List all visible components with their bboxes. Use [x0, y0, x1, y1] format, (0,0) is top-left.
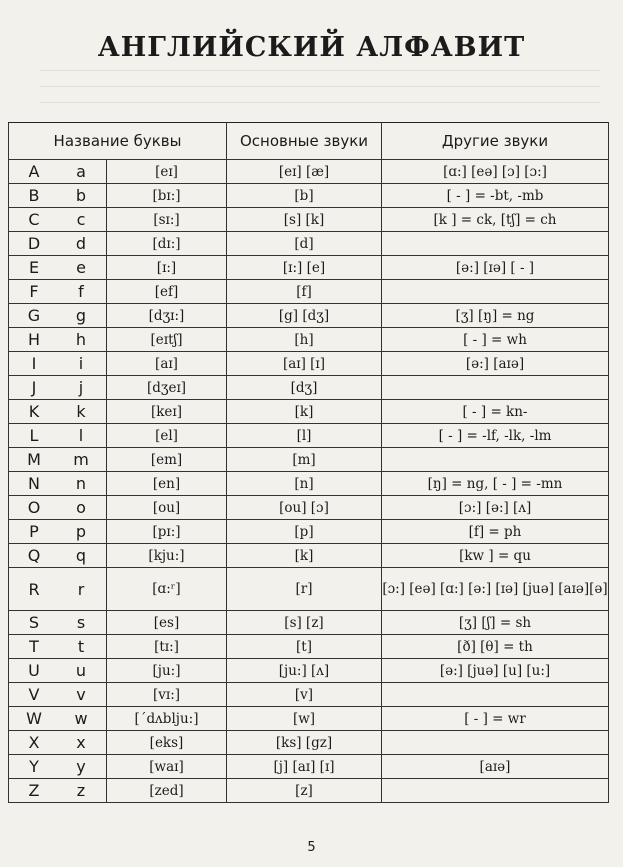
main-sounds-cell: [b] [227, 184, 382, 208]
other-sounds-cell: [ - ] = wh [382, 328, 609, 352]
other-sounds-cell: [ɔ:] [ə:] [ʌ] [382, 496, 609, 520]
lowercase-letter: w [74, 709, 88, 728]
letter-name-transcription: [sɪ:] [107, 208, 227, 232]
letter-name-transcription: [pɪ:] [107, 520, 227, 544]
table-row [9, 328, 609, 352]
lowercase-letter: f [78, 282, 84, 301]
table-row [9, 472, 609, 496]
table-row [9, 256, 609, 280]
main-sounds-cell: [s] [k] [227, 208, 382, 232]
uppercase-letter: V [28, 685, 40, 704]
other-sounds-cell [382, 683, 609, 707]
uppercase-letter: T [29, 637, 39, 656]
other-sounds-cell: [ɔ:] [eə] [ɑ:] [ə:] [ɪə] [juə] [aɪə][ə] [382, 568, 609, 611]
letter-name-transcription: [en] [107, 472, 227, 496]
main-sounds-cell: [dʒ] [227, 376, 382, 400]
lowercase-letter: k [76, 402, 86, 421]
letter-cell [9, 496, 107, 520]
table-row [9, 568, 609, 611]
main-sounds-cell: [ou] [ɔ] [227, 496, 382, 520]
letter-name-transcription: [eks] [107, 731, 227, 755]
letter-name-transcription: [dɪ:] [107, 232, 227, 256]
page-title: АНГЛИЙСКИЙ АЛФАВИТ [97, 32, 526, 64]
uppercase-letter: A [28, 162, 40, 181]
other-sounds-cell: [ə:] [ɪə] [ - ] [382, 256, 609, 280]
uppercase-letter: Z [28, 781, 40, 800]
main-sounds-cell: [z] [227, 779, 382, 803]
other-sounds-cell: [ʒ] [ŋ] = ng [382, 304, 609, 328]
main-sounds-cell: [f] [227, 280, 382, 304]
main-sounds-cell: [k] [227, 544, 382, 568]
uppercase-letter: E [28, 258, 40, 277]
table-row [9, 683, 609, 707]
header-other-sounds: Другие звуки [382, 123, 609, 160]
main-sounds-cell: [h] [227, 328, 382, 352]
lowercase-letter: i [78, 354, 84, 373]
uppercase-letter: R [28, 579, 40, 599]
table-row [9, 731, 609, 755]
letter-name-transcription: [vɪ:] [107, 683, 227, 707]
letter-name-transcription: [kju:] [107, 544, 227, 568]
letter-cell [9, 352, 107, 376]
uppercase-letter: I [31, 354, 37, 373]
letter-name-transcription: [ju:] [107, 659, 227, 683]
other-sounds-cell: [ə:] [aɪə] [382, 352, 609, 376]
main-sounds-cell: [t] [227, 635, 382, 659]
letter-cell [9, 376, 107, 400]
main-sounds-cell: [aɪ] [ɪ] [227, 352, 382, 376]
lowercase-letter: s [76, 613, 86, 632]
table-row [9, 496, 609, 520]
table-row [9, 544, 609, 568]
table-row [9, 755, 609, 779]
uppercase-letter: D [27, 234, 41, 253]
lowercase-letter: q [75, 546, 87, 565]
lowercase-letter: u [75, 661, 87, 680]
table-body [9, 160, 609, 803]
lowercase-letter: z [76, 781, 86, 800]
uppercase-letter: H [27, 330, 41, 349]
letter-name-transcription: [em] [107, 448, 227, 472]
uppercase-letter: N [28, 474, 40, 493]
letter-cell [9, 208, 107, 232]
other-sounds-cell: [ - ] = -bt, -mb [382, 184, 609, 208]
table-row [9, 659, 609, 683]
main-sounds-cell: [j] [aɪ] [ɪ] [227, 755, 382, 779]
letter-name-transcription: [es] [107, 611, 227, 635]
lowercase-letter: x [76, 733, 86, 752]
letter-name-transcription: [ɪ:] [107, 256, 227, 280]
letter-cell [9, 424, 107, 448]
lowercase-letter: y [76, 757, 86, 776]
main-sounds-cell: [v] [227, 683, 382, 707]
lowercase-letter: e [76, 258, 86, 277]
main-sounds-cell: [r] [227, 568, 382, 611]
lowercase-letter: h [75, 330, 87, 349]
letter-cell [9, 544, 107, 568]
letter-cell [9, 659, 107, 683]
alphabet-table [8, 122, 609, 803]
uppercase-letter: B [28, 186, 40, 205]
table-header [9, 123, 609, 160]
letter-cell [9, 448, 107, 472]
main-sounds-cell: [s] [z] [227, 611, 382, 635]
lowercase-letter: n [75, 474, 87, 493]
lowercase-letter: v [76, 685, 86, 704]
table-row [9, 520, 609, 544]
letter-cell [9, 160, 107, 184]
letter-cell [9, 611, 107, 635]
uppercase-letter: L [29, 426, 39, 445]
uppercase-letter: F [29, 282, 39, 301]
lowercase-letter: d [75, 234, 87, 253]
other-sounds-cell [382, 376, 609, 400]
main-sounds-cell: [p] [227, 520, 382, 544]
letter-name-transcription: [ef] [107, 280, 227, 304]
main-sounds-cell: [d] [227, 232, 382, 256]
uppercase-letter: Q [27, 546, 41, 565]
letter-cell [9, 520, 107, 544]
lowercase-letter: o [76, 498, 86, 517]
page-number: 5 [307, 840, 316, 855]
other-sounds-cell: [ð] [θ] = th [382, 635, 609, 659]
table-row [9, 707, 609, 731]
letter-cell [9, 707, 107, 731]
table-row [9, 352, 609, 376]
uppercase-letter: M [27, 450, 41, 469]
main-sounds-cell: [ks] [gz] [227, 731, 382, 755]
lowercase-letter: t [77, 637, 85, 656]
table-row [9, 611, 609, 635]
letter-cell [9, 328, 107, 352]
letter-cell [9, 304, 107, 328]
uppercase-letter: O [27, 498, 41, 517]
letter-name-transcription: [el] [107, 424, 227, 448]
letter-cell [9, 779, 107, 803]
table-row [9, 160, 609, 184]
letter-cell [9, 400, 107, 424]
letter-cell [9, 635, 107, 659]
lowercase-letter: b [75, 186, 87, 205]
other-sounds-cell [382, 280, 609, 304]
letter-name-transcription: [aɪ] [107, 352, 227, 376]
letter-name-transcription: [ou] [107, 496, 227, 520]
table-row [9, 779, 609, 803]
other-sounds-cell: [k ] = ck, [tʃ] = ch [382, 208, 609, 232]
uppercase-letter: P [29, 522, 39, 541]
uppercase-letter: U [28, 661, 40, 680]
letter-cell [9, 280, 107, 304]
letter-name-transcription: [keɪ] [107, 400, 227, 424]
letter-cell [9, 232, 107, 256]
table-row [9, 280, 609, 304]
letter-name-transcription: [eɪtʃ] [107, 328, 227, 352]
other-sounds-cell: [kw ] = qu [382, 544, 609, 568]
main-sounds-cell: [eɪ] [æ] [227, 160, 382, 184]
letter-cell [9, 755, 107, 779]
other-sounds-cell: [aɪə] [382, 755, 609, 779]
other-sounds-cell: [ə:] [juə] [u] [u:] [382, 659, 609, 683]
other-sounds-cell: [ - ] = -lf, -lk, -lm [382, 424, 609, 448]
table-row [9, 448, 609, 472]
letter-name-transcription: [waɪ] [107, 755, 227, 779]
lowercase-letter: g [75, 306, 87, 325]
other-sounds-cell: [f] = ph [382, 520, 609, 544]
letter-name-transcription: [bɪ:] [107, 184, 227, 208]
other-sounds-cell: [ɑ:] [eə] [ɔ] [ɔ:] [382, 160, 609, 184]
lowercase-letter: c [76, 210, 86, 229]
other-sounds-cell: [ - ] = kn- [382, 400, 609, 424]
main-sounds-cell: [ju:] [ʌ] [227, 659, 382, 683]
uppercase-letter: W [26, 709, 42, 728]
lowercase-letter: r [77, 579, 85, 599]
table-row [9, 208, 609, 232]
main-sounds-cell: [n] [227, 472, 382, 496]
letter-name-transcription: [dʒɪ:] [107, 304, 227, 328]
uppercase-letter: G [27, 306, 41, 325]
letter-name-transcription: [eɪ] [107, 160, 227, 184]
other-sounds-cell [382, 448, 609, 472]
letter-name-transcription: [ˊdʌblju:] [107, 707, 227, 731]
table-row [9, 635, 609, 659]
main-sounds-cell: [l] [227, 424, 382, 448]
uppercase-letter: S [28, 613, 40, 632]
uppercase-letter: Y [29, 757, 39, 776]
other-sounds-cell: [ŋ] = ng, [ - ] = -mn [382, 472, 609, 496]
main-sounds-cell: [g] [dʒ] [227, 304, 382, 328]
table-row [9, 424, 609, 448]
letter-cell [9, 568, 107, 611]
other-sounds-cell [382, 232, 609, 256]
table-row [9, 400, 609, 424]
table-row [9, 304, 609, 328]
table-row [9, 376, 609, 400]
lowercase-letter: l [78, 426, 84, 445]
header-letter-name: Название буквы [9, 123, 227, 160]
other-sounds-cell [382, 731, 609, 755]
letter-name-transcription: [dʒeɪ] [107, 376, 227, 400]
other-sounds-cell [382, 779, 609, 803]
uppercase-letter: K [28, 402, 40, 421]
main-sounds-cell: [m] [227, 448, 382, 472]
letter-name-transcription: [zed] [107, 779, 227, 803]
letter-cell [9, 256, 107, 280]
uppercase-letter: J [31, 378, 37, 397]
main-sounds-cell: [ɪ:] [e] [227, 256, 382, 280]
lowercase-letter: m [73, 450, 89, 469]
uppercase-letter: X [28, 733, 40, 752]
letter-cell [9, 184, 107, 208]
letter-cell [9, 683, 107, 707]
table-row [9, 232, 609, 256]
letter-cell [9, 731, 107, 755]
lowercase-letter: a [76, 162, 86, 181]
letter-cell [9, 472, 107, 496]
lowercase-letter: p [75, 522, 87, 541]
uppercase-letter: C [28, 210, 40, 229]
header-main-sounds: Основные звуки [227, 123, 382, 160]
other-sounds-cell: [ʒ] [ʃ] = sh [382, 611, 609, 635]
other-sounds-cell: [ - ] = wr [382, 707, 609, 731]
letter-name-transcription: [ɑ:ʳ] [107, 568, 227, 611]
letter-name-transcription: [tɪ:] [107, 635, 227, 659]
main-sounds-cell: [k] [227, 400, 382, 424]
table-row [9, 184, 609, 208]
lowercase-letter: j [78, 378, 84, 397]
main-sounds-cell: [w] [227, 707, 382, 731]
